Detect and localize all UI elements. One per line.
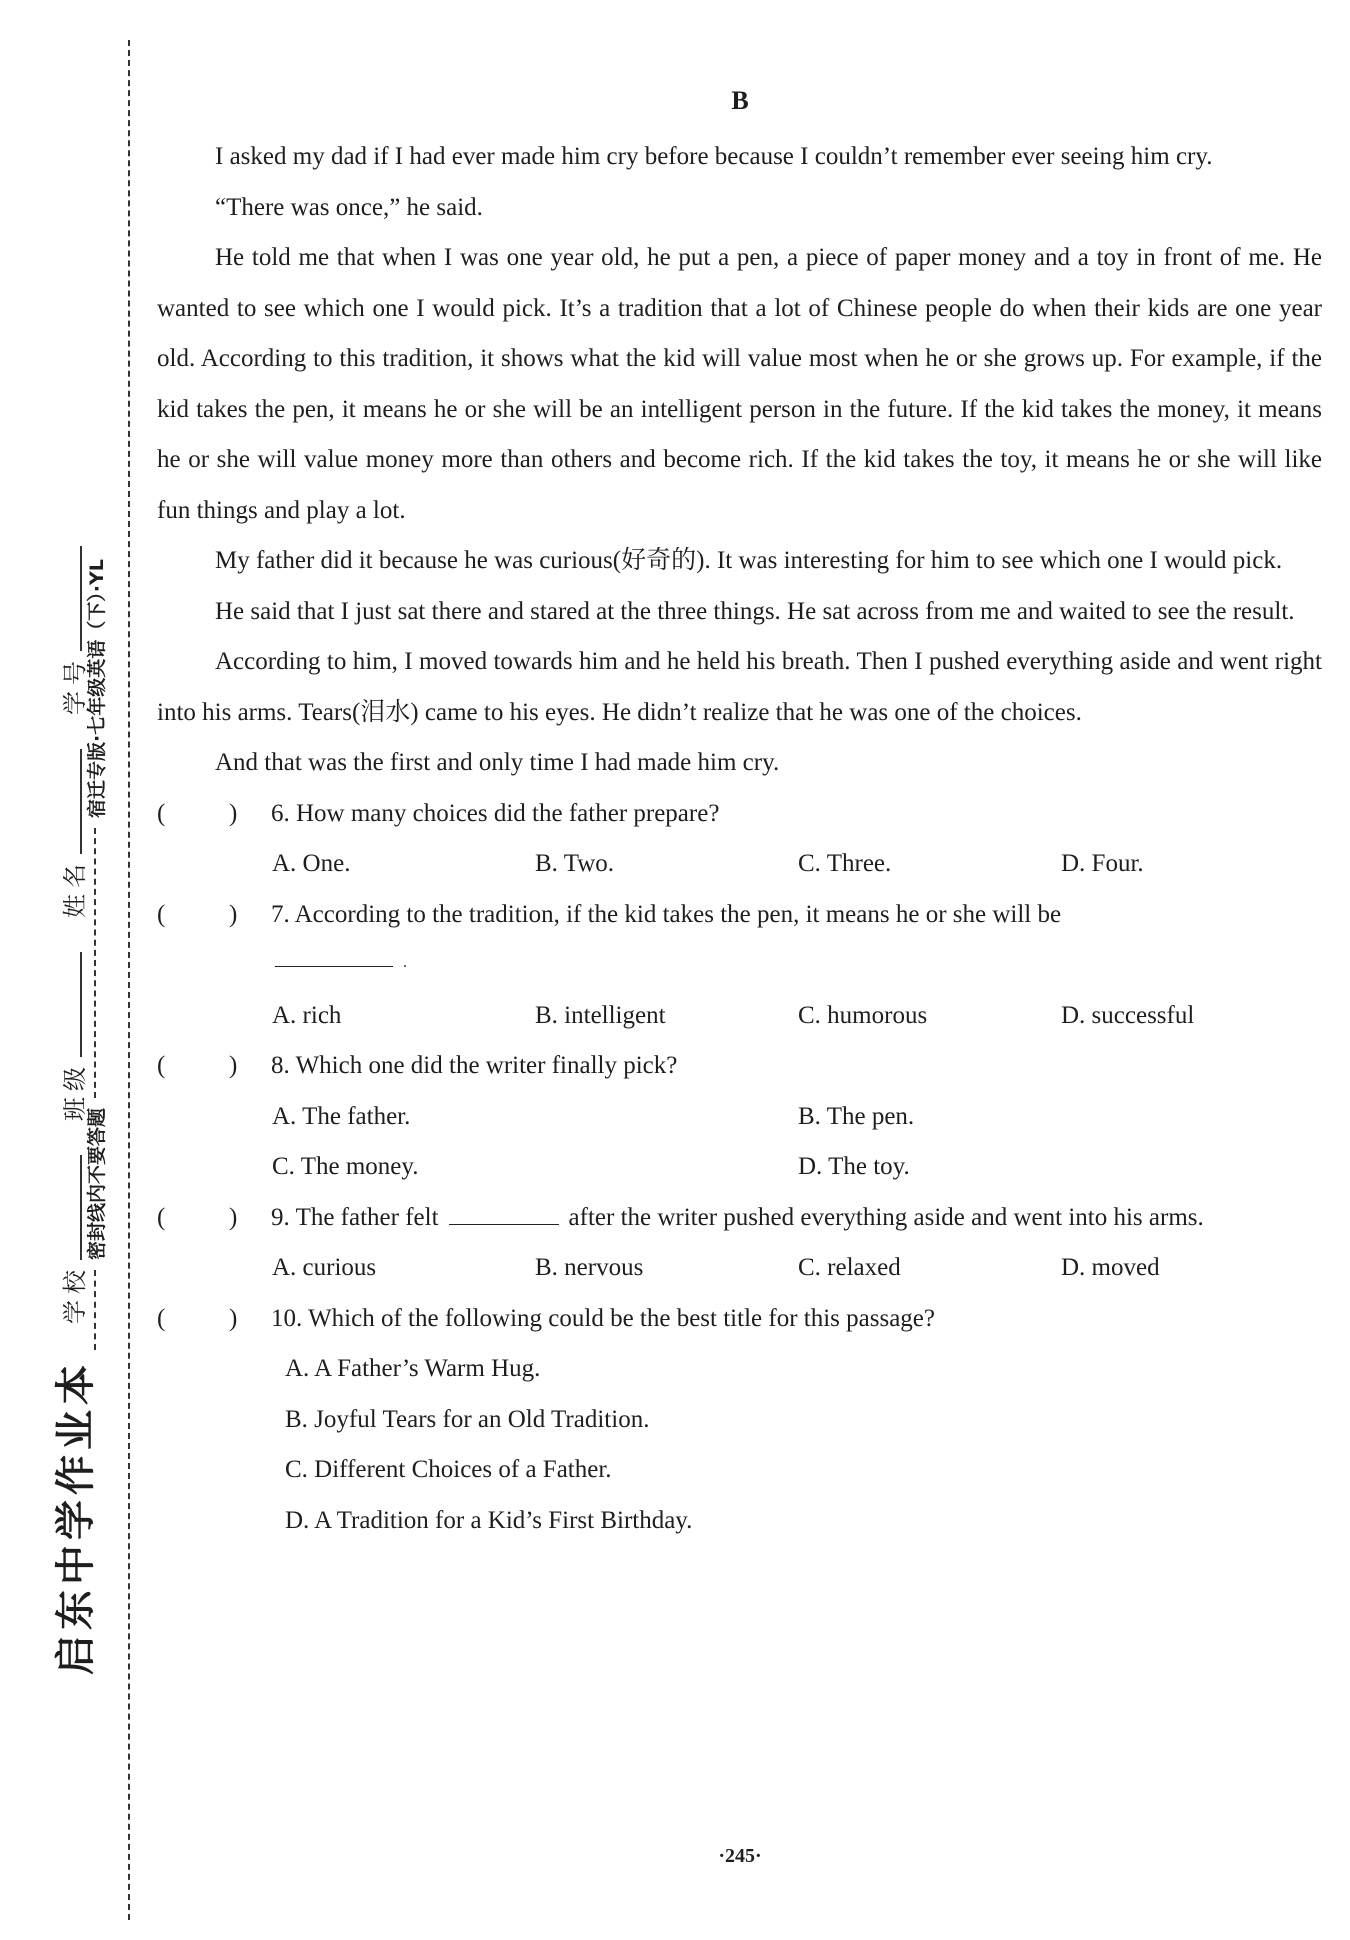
option: D. successful (1061, 1001, 1195, 1029)
question-stem: The father felt (295, 1203, 439, 1231)
option: A. curious (272, 1254, 377, 1281)
school-label: 学校 (60, 1264, 89, 1324)
question-7 (157, 890, 1322, 941)
question-7-options (157, 991, 1322, 1042)
student-id-label: 学号 (60, 655, 89, 715)
option: A. One. (272, 850, 351, 877)
answer-paren-close: ) (229, 1203, 238, 1231)
question-number: 8. (271, 1052, 290, 1079)
class-label: 班级 (60, 1061, 89, 1121)
passage-paragraph: And that was the first and only time I had made him cry. (215, 749, 780, 776)
option: A. A Father’s Warm Hug. (285, 1355, 541, 1382)
answer-paren-open: ( (157, 1052, 166, 1079)
question-10 (157, 1294, 1322, 1345)
name-label: 姓名 (60, 858, 89, 918)
answer-paren-open: ( (157, 1203, 166, 1231)
question-6-options (157, 839, 1322, 890)
passage-paragraph: “There was once,” he said. (215, 193, 483, 221)
question-number: 10. (271, 1304, 303, 1332)
blank-period: . (403, 954, 407, 971)
question-8-options (157, 1092, 1322, 1193)
question-number: 6. (271, 799, 290, 827)
series-note: 宿迁专版·七年级英语（下）·YL (85, 559, 108, 818)
option: D. The toy. (798, 1153, 910, 1180)
passage-paragraph: I asked my dad if I had ever made him cry before because I couldn’t remember ever seeing him cry. (215, 143, 1213, 170)
workbook-title: 启东中学作业本 (52, 1360, 99, 1675)
option: C. relaxed (798, 1254, 901, 1281)
option: A. The father. (272, 1102, 411, 1130)
answer-paren-close: ) (229, 1304, 238, 1332)
option: B. The pen. (798, 1102, 915, 1130)
answer-paren-open: ( (157, 900, 166, 928)
question-stem: According to the tradition, if the kid takes the pen, it means he or she will be (294, 900, 1062, 928)
binding-notes (65, 80, 125, 1880)
option: D. moved (1061, 1254, 1160, 1281)
option: D. Four. (1061, 850, 1144, 877)
answer-blank (449, 1198, 559, 1225)
passage-paragraph: He said that I just sat there and stared at the three things. He sat across from me and waited to see the result. (215, 597, 1295, 625)
option: C. Different Choices of a Father. (285, 1456, 612, 1483)
answer-blank (275, 940, 393, 967)
binding-dashed-line (128, 40, 130, 1920)
answer-paren-open: ( (157, 1304, 166, 1332)
question-number: 7. (271, 900, 290, 928)
page-number: ·245· (718, 1845, 762, 1867)
option: D. A Tradition for a Kid’s First Birthday. (285, 1506, 693, 1534)
option: B. Two. (535, 850, 615, 877)
seal-note: 密封线内不要答题 (85, 1107, 108, 1260)
question-8 (157, 1041, 1322, 1092)
question-stem: Which one did the writer finally pick? (295, 1052, 678, 1079)
seal-dash-mid (94, 828, 96, 1098)
answer-paren-close: ) (229, 1052, 238, 1079)
passage-paragraph: According to him, I moved towards him and he held his breath. Then I pushed everything aside and went right into his arms. Tears(泪水) came to his eyes. He didn’t realize that he was one of the choices. (157, 648, 1322, 726)
answer-paren-close: ) (229, 799, 238, 827)
seal-dash-left (94, 1270, 96, 1350)
answer-paren-open: ( (157, 799, 166, 827)
passage-paragraph: My father did it because he was curious(好奇的). It was interesting for him to see which one I would pick. (215, 547, 1283, 574)
question-number: 9. (271, 1203, 290, 1231)
question-9-options (157, 1243, 1322, 1294)
option: B. intelligent (535, 1001, 666, 1029)
question-stem: Which of the following could be the best title for this passage? (308, 1304, 935, 1332)
question-stem-continued: after the writer pushed everything aside and went into his arms. (568, 1203, 1204, 1231)
passage-paragraph: He told me that when I was one year old, he put a pen, a piece of paper money and a toy in front of me. He wanted to see which one I would pick. It’s a tradition that a lot of Chinese people do when their kids are one year old. According to this tradition, it shows what the kid will value most when he or she grows up. For example, if the kid takes the pen, it means he or she will be an intelligent person in the future. If the kid takes the money, it means he or she will value money more than others and become rich. If the kid takes the toy, it means he or she will like fun things and play a lot. (157, 244, 1322, 524)
question-6 (157, 789, 1322, 840)
option: C. humorous (798, 1001, 928, 1029)
answer-paren-close: ) (229, 900, 238, 928)
reading-content (157, 132, 1322, 1546)
option: C. The money. (272, 1153, 419, 1180)
section-title: B (731, 86, 749, 115)
option: B. Joyful Tears for an Old Tradition. (285, 1405, 650, 1433)
option: C. Three. (798, 850, 892, 877)
question-10-options (157, 1344, 1322, 1546)
question-7-blank-line (157, 940, 1322, 991)
option: A. rich (272, 1001, 342, 1029)
question-stem: How many choices did the father prepare? (296, 799, 720, 827)
question-9 (157, 1193, 1322, 1244)
option: B. nervous (535, 1254, 644, 1281)
